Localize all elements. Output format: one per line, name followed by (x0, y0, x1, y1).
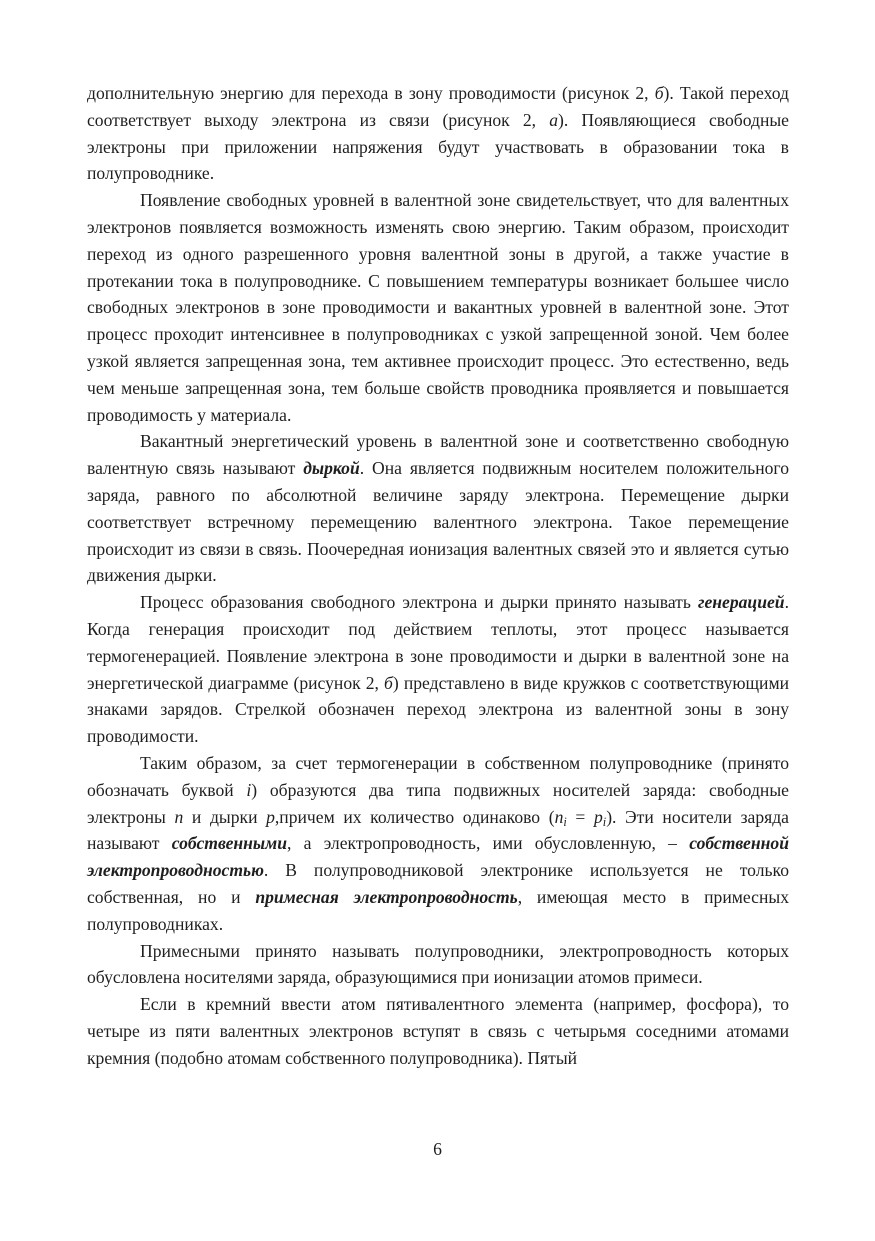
page-number: 6 (433, 1139, 442, 1159)
text-run: Примесными принято называть полупроводники, электропроводность которых обусловлена носителями заряда, образующимися при ионизации атомов примеси. (87, 940, 789, 988)
term-generation: генерацией (697, 592, 785, 613)
text-run: = (566, 806, 594, 827)
body-text (87, 80, 789, 1071)
paragraph-6 (87, 938, 789, 992)
paragraph-5 (87, 750, 789, 938)
variable-i: i (246, 779, 252, 800)
text-run: . В полупроводниковой электронике используется не только собственная, но и (87, 860, 789, 907)
variable-subscript: i (602, 814, 607, 829)
text-run: Если в кремний ввести атом пятивалентного элемента (например, фосфора), то четыре из пяти валентных электронов вступят в связь с четырьмя соседними атомами кремния (подобно атомам собственного полупроводника). Пятый (87, 994, 789, 1068)
figure-ref-italic: а (549, 109, 558, 130)
variable-subscript: i (563, 814, 567, 829)
text-run: ,причем их количество одинаково ( (274, 806, 555, 827)
paragraph-3 (87, 428, 789, 589)
paragraph-7 (87, 991, 789, 1071)
figure-ref-italic: б (384, 672, 393, 693)
text-run: Появление свободных уровней в валентной зоне свидетельствует, что для валентных электронов появляется возможность изменять свою энергию. Таким образом, происходит переход из одного разрешенного уровня валентной зоны в другой, а также участие в протекании тока в полупроводнике. С повышением температуры возникает большее число свободных электронов в зоне проводимости и вакантных уровней в валентной зоне. Этот процесс проходит интенсивнее в полупроводниках с узкой запрещенной зоной. Чем более узкой является запрещенная зона, тем активнее происходит процесс. Это естественно, ведь чем меньше запрещенная зона, тем больше свойств проводника проявляется и повышается проводимость у материала. (87, 190, 789, 425)
text-run: , а электропроводность, ими обусловленную, – (286, 833, 690, 854)
paragraph-4 (87, 589, 789, 750)
term-intrinsic-conductivity: собственной электропроводностью (87, 833, 789, 881)
text-run: ). Появляющиеся свободные электроны при приложении напряжения будут участвовать в образовании тока в полупроводнике. (87, 109, 789, 184)
paragraph-2 (87, 187, 789, 428)
text-run: Процесс образования свободного электрона и дырки принято называть (140, 592, 698, 613)
term-hole: дыркой (303, 458, 360, 479)
text-run: , имеющая место в примесных полупроводниках. (87, 886, 789, 934)
text-run: Таким образом, за счет термогенерации в собственном полупроводнике (принято обозначать буквой (87, 752, 789, 800)
text-run: ) представлено в виде кружков с соответствующими знаками зарядов. Стрелкой обозначен переход электрона из валентной зоны в зону проводимости. (87, 672, 790, 747)
variable-n: n (174, 806, 184, 827)
variable-pi (594, 807, 606, 827)
paragraph-1 (87, 80, 789, 187)
term-impurity-conductivity: примесная электропроводность (255, 886, 518, 907)
text-run: . Когда генерация происходит под действием теплоты, этот процесс называется термогенерацией. Появление электрона в зоне проводимости и дырки в валентной зоне на энергетической диаграмме (рисунок 2, (87, 592, 789, 693)
text-run: и дырки (183, 806, 267, 827)
term-intrinsic: собственными (171, 833, 287, 854)
variable-base: p (593, 806, 603, 827)
text-run: ). Эти носители заряда называют (87, 806, 789, 854)
variable-ni (555, 807, 567, 827)
variable-p: p (266, 806, 275, 827)
figure-ref-italic: б (654, 83, 664, 103)
text-run: дополнительную энергию для перехода в зону проводимости (рисунок 2, (87, 83, 655, 103)
text-run: ) образуются два типа подвижных носителей заряда: свободные электроны (87, 779, 789, 827)
variable-base: n (554, 806, 564, 827)
text-run: Вакантный энергетический уровень в валентной зоне и соответственно свободную валентную связь называют (87, 431, 789, 479)
text-run: . Она является подвижным носителем положительного заряда, равного по абсолютной величине заряду электрона. Перемещение дырки соответствует встречному перемещению валентного электрона. Такое перемещение происходит из связи в связь. Поочередная ионизация валентных связей это и является сутью движения дырки. (87, 458, 789, 586)
text-run: ). Такой переход соответствует выходу электрона из связи (рисунок 2, (87, 83, 789, 130)
